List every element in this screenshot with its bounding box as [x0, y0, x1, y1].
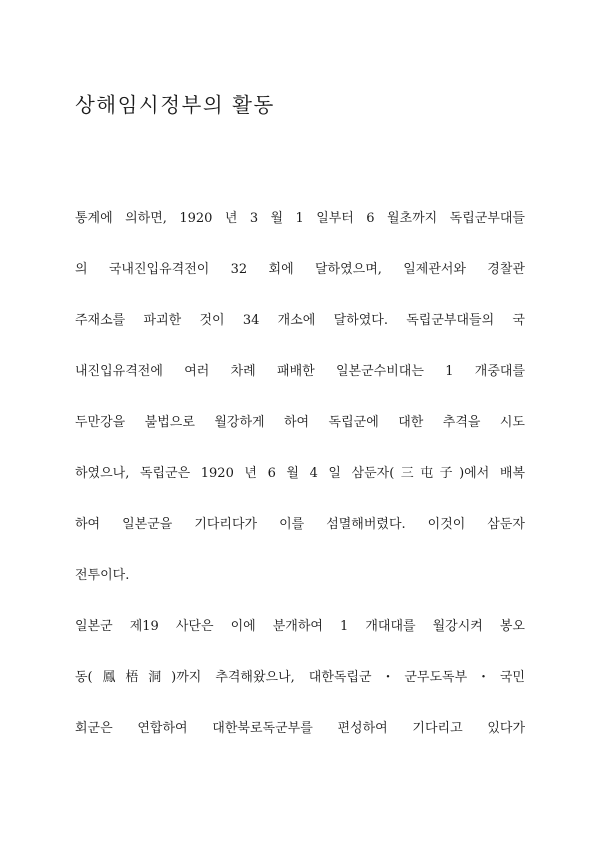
body-line: 전투이다.	[75, 568, 130, 583]
body-line: 내진입유격전에 여러 차례 패배한 일본군수비대는 1 개중대를	[75, 364, 525, 379]
body-line: 통계에 의하면, 1920 년 3 월 1 일부터 6 월초까지 독립군부대들	[75, 211, 525, 226]
body-line: 하였으나, 독립군은 1920 년 6 월 4 일 삼둔자(三屯子)에서 배복	[75, 466, 525, 481]
body-line: 일본군 제19 사단은 이에 분개하여 1 개대대를 월강시켜 봉오	[75, 619, 525, 634]
body-line: 두만강을 불법으로 월강하게 하여 독립군에 대한 추격을 시도	[75, 415, 525, 430]
body-line: 의 국내진입유격전이 32 회에 달하였으며, 일제관서와 경찰관	[75, 262, 525, 277]
body-line: 주재소를 파괴한 것이 34 개소에 달하였다. 독립군부대들의 국	[75, 313, 525, 328]
body-line: 동(鳳梧洞)까지 추격해왔으나, 대한독립군・군무도독부・국민	[75, 670, 525, 685]
document-body	[75, 206, 525, 767]
document-title: 상해임시정부의 활동	[75, 93, 275, 117]
body-line: 회군은 연합하여 대한북로독군부를 편성하여 기다리고 있다가	[75, 721, 525, 736]
body-line: 하여 일본군을 기다리다가 이를 섬멸해버렸다. 이것이 삼둔자	[75, 517, 525, 532]
